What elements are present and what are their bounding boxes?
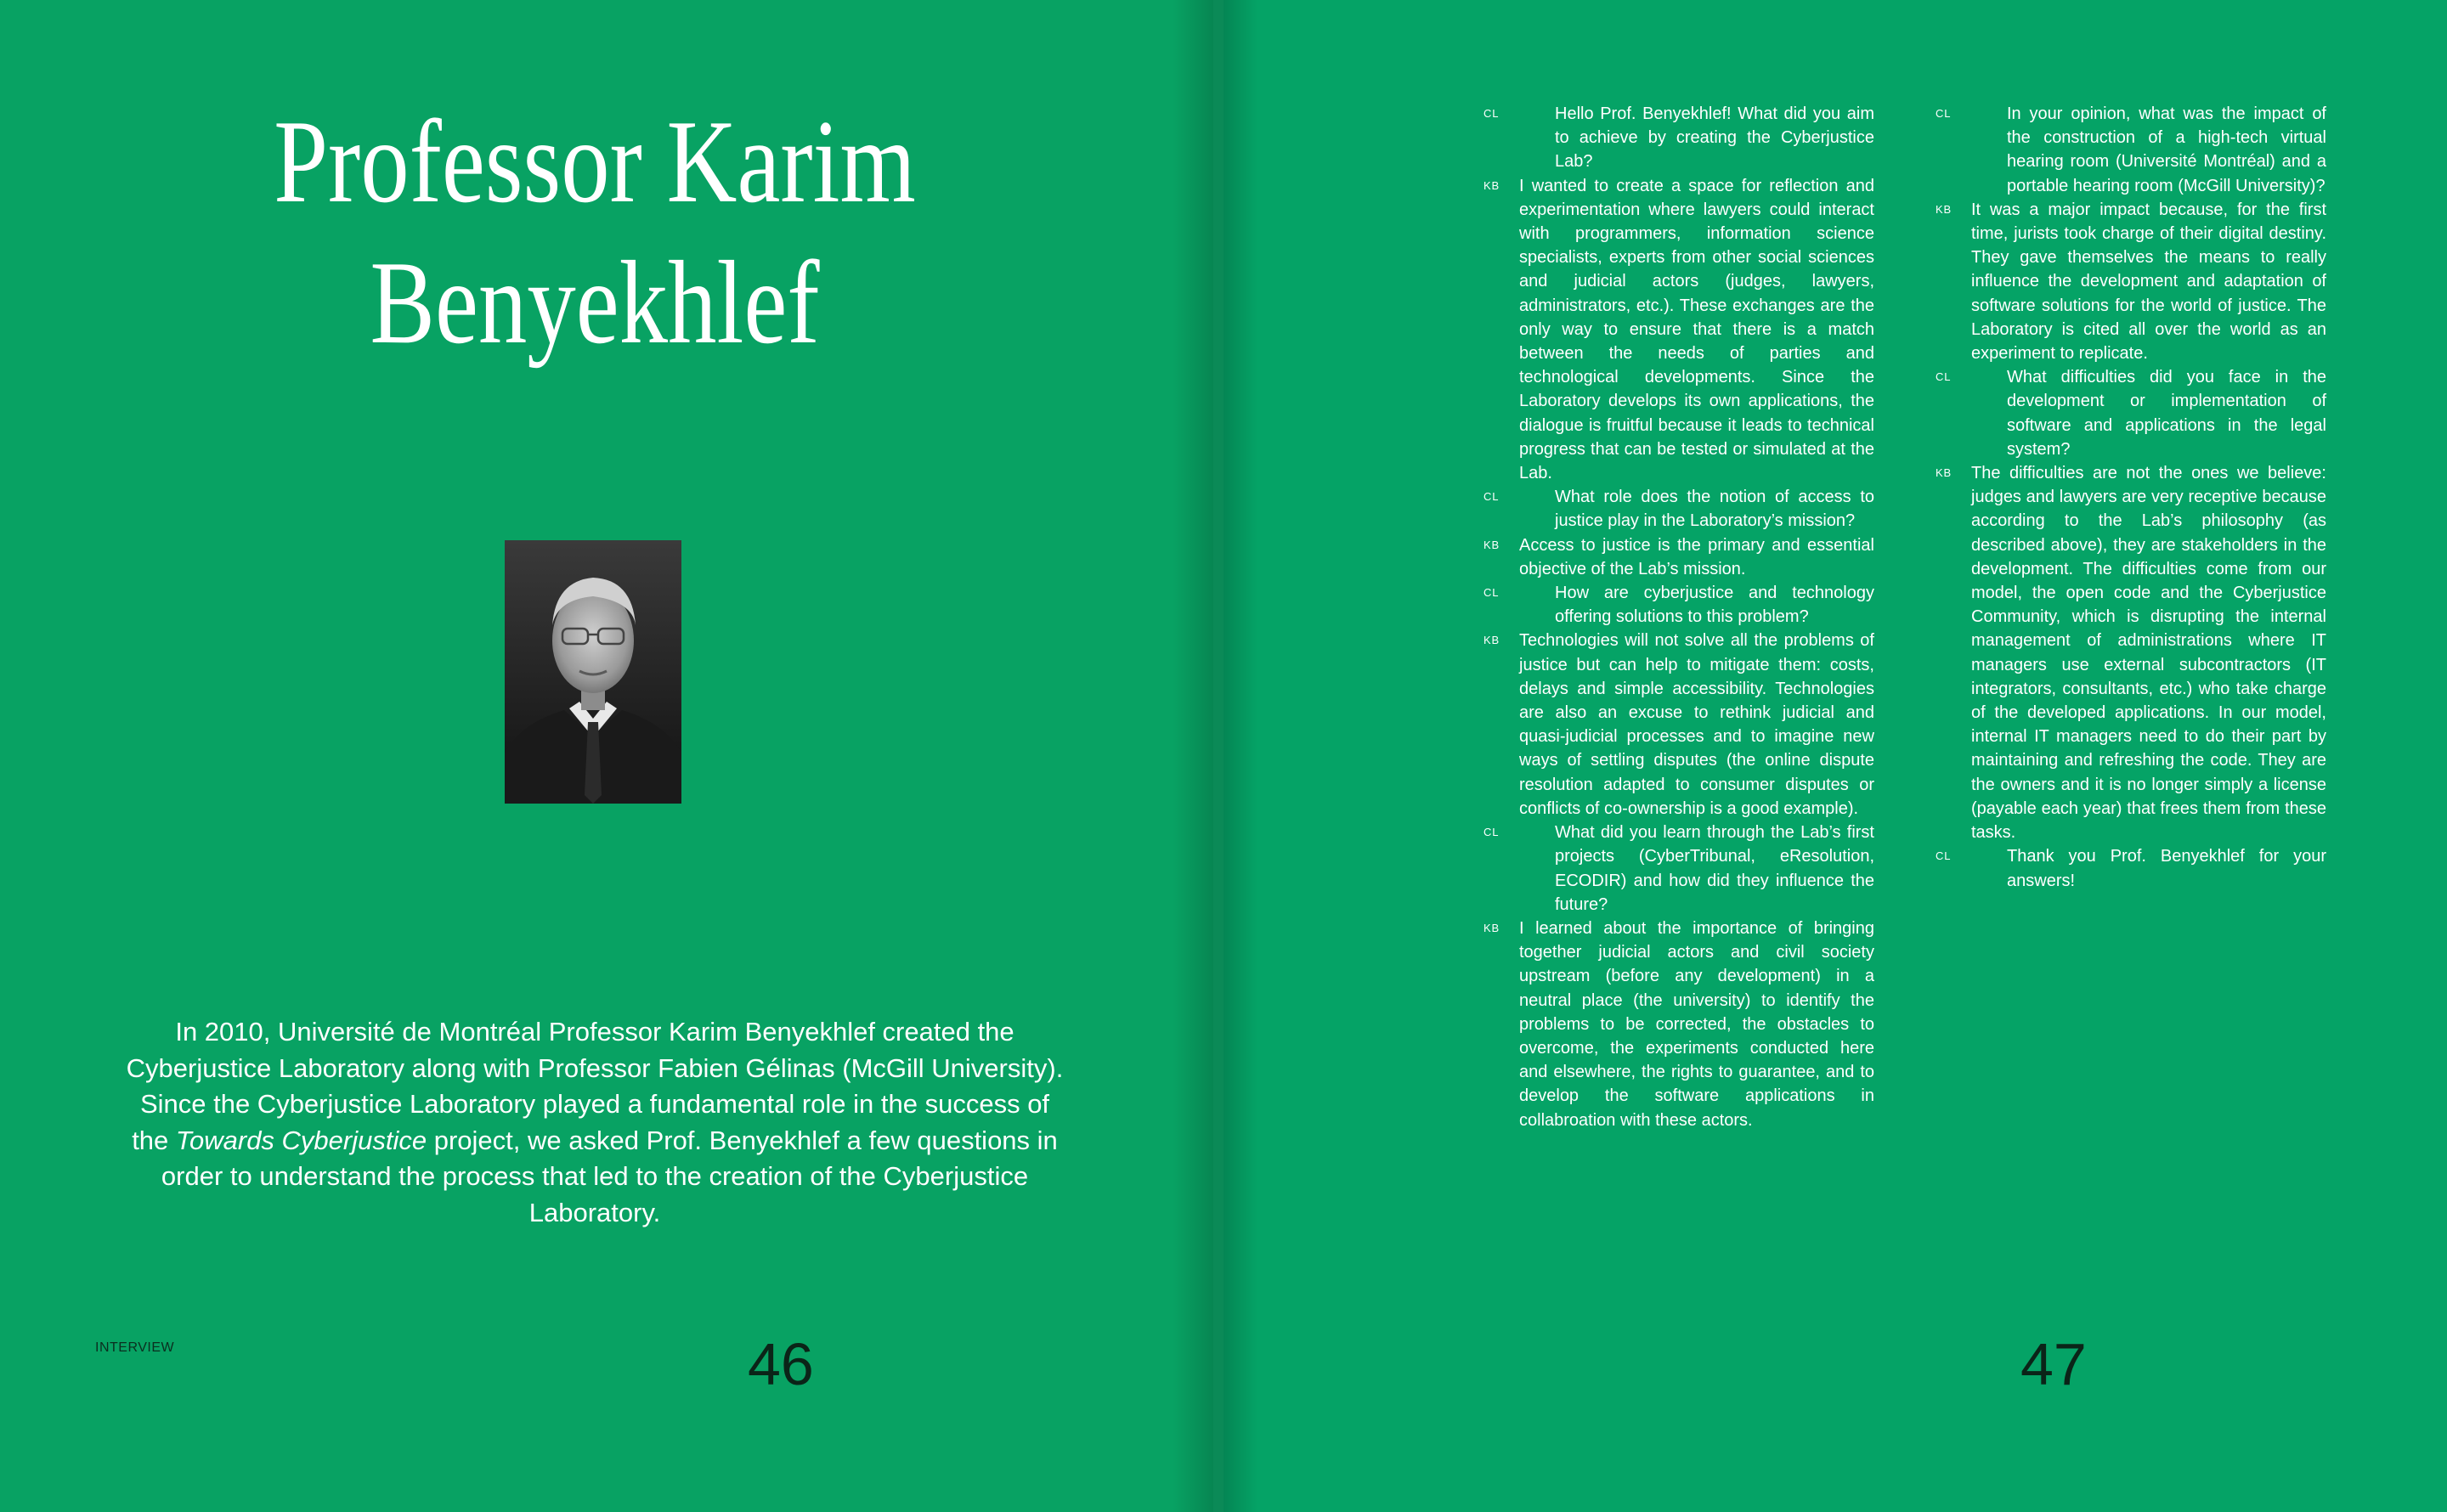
title-line-1: Professor Karim: [274, 96, 916, 228]
interview-column-1: [1483, 102, 1874, 1132]
page-title: [177, 92, 1013, 374]
interview-question: [1936, 102, 2326, 198]
section-label: INTERVIEW: [95, 1340, 175, 1355]
interview-answer: [1483, 917, 1874, 1132]
intro-paragraph: [119, 1014, 1071, 1231]
answer-text: The difficulties are not the ones we believe: judges and lawyers are very receptive because according to the Lab’s philosophy (as described above), they are stakeholders in the development. The difficulties come from our model, the open code and the Cyberjustice Community, which is disrupting the internal management of administrations where IT managers use external subcontractors (IT integrators, consultants, etc.) who take charge of the developed applications. In our model, internal IT managers need to do their part by maintaining and refreshing the code. They are the owners and it is no longer simply a license (payable each year) that frees them from these tasks.: [1971, 464, 2326, 843]
title-line-2: Benyekhlef: [370, 237, 820, 369]
interview-answer: [1483, 174, 1874, 486]
answer-text: Access to justice is the primary and essential objective of the Lab’s mission.: [1519, 535, 1874, 578]
speaker-label: KB: [1483, 921, 1500, 934]
speaker-label: CL: [1483, 826, 1500, 839]
intro-text-2: project, we asked Prof. Benyekhlef a few questions in order to understand the process that led to the creation of the Cyberjustice Laboratory.: [161, 1125, 1058, 1227]
page-number-left: 46: [748, 1331, 814, 1397]
question-text: Thank you Prof. Benyekhlef for your answers!: [2007, 847, 2326, 890]
question-text: What role does the notion of access to justice play in the Laboratory’s mission?: [1555, 488, 1874, 531]
interview-answer: [1483, 533, 1874, 581]
speaker-label: CL: [1936, 849, 1952, 863]
right-page: [1224, 0, 2447, 1512]
interview-question: [1483, 581, 1874, 629]
interview-question: [1936, 844, 2326, 892]
interview-question: [1936, 365, 2326, 461]
interview-column-2: [1936, 102, 2326, 893]
question-text: What did you learn through the Lab’s first projects (CyberTribunal, eResolution, ECODIR) and how did they influence the future?: [1555, 823, 1874, 914]
intro-project-name: Towards Cyberjustice: [175, 1125, 427, 1155]
question-text: What difficulties did you face in the development or implementation of software and applications in the legal system?: [2007, 368, 2326, 459]
page-number-right: 47: [2020, 1331, 2087, 1397]
interview-question: [1483, 485, 1874, 533]
answer-text: I learned about the importance of bringing together judicial actors and civil society upstream (before any development) in a neutral place (the university) to identify the problems to be corrected, the obstacles to overcome, the experiments conducted here and elsewhere, the rights to guarantee, and to develop the software applications in collabroation with these actors.: [1519, 918, 1874, 1130]
interview-answer: [1936, 198, 2326, 365]
interview-answer: [1483, 629, 1874, 821]
intro-text-1: In 2010, Université de Montréal Professor Karim Benyekhlef created the Cyberjustice Laboratory along with Professor Fabien Gélinas (McGill University). Since the Cyberjustice Laboratory played a fundamental role in the success of the: [126, 1017, 1064, 1155]
question-text: How are cyberjustice and technology offering solutions to this problem?: [1555, 584, 1874, 627]
speaker-label: CL: [1936, 107, 1952, 120]
answer-text: Technologies will not solve all the problems of justice but can help to mitigate them: costs, delays and simple accessibility. Technologies are also an excuse to rethink judicial and quasi-judicial processes and to imagine new ways of settling disputes (the online dispute resolution adapted to consumer disputes or conflicts of co-ownership is a good example).: [1519, 631, 1874, 818]
speaker-label: CL: [1483, 107, 1500, 120]
answer-text: I wanted to create a space for reflection and experimentation where lawyers could interact with programmers, information science specialists, experts from other social sciences and judicial actors (judges, lawyers, administrators, etc.). These exchanges are the only way to ensure that there is a match between the needs of parties and technological developments. Since the Laboratory develops its own applications, the dialogue is fruitful because it leads to technical progress that can be tested or simulated at the Lab.: [1519, 176, 1874, 483]
speaker-label: CL: [1936, 370, 1952, 384]
portrait-image: [505, 540, 681, 804]
gutter-shadow-right: [1224, 0, 1257, 1512]
interview-question: [1483, 821, 1874, 917]
speaker-label: KB: [1483, 178, 1500, 192]
interview-answer: [1936, 461, 2326, 844]
question-text: Hello Prof. Benyekhlef! What did you aim to achieve by creating the Cyberjustice Lab?: [1555, 104, 1874, 172]
speaker-label: KB: [1483, 634, 1500, 647]
speaker-label: KB: [1936, 466, 1952, 480]
speaker-label: KB: [1936, 202, 1952, 216]
speaker-label: KB: [1483, 538, 1500, 551]
portrait-photo: [505, 540, 681, 804]
answer-text: It was a major impact because, for the first time, jurists took charge of their digital destiny. They gave themselves the means to really influence the development and adaptation of software solutions for the world of justice. The Laboratory is cited all over the world as an experiment to replicate.: [1971, 200, 2326, 364]
interview-question: [1483, 102, 1874, 174]
speaker-label: CL: [1483, 490, 1500, 504]
speaker-label: CL: [1483, 586, 1500, 600]
left-page: [0, 0, 1213, 1512]
question-text: In your opinion, what was the impact of the construction of a high-tech virtual hearing room (Université Montréal) and a portable hearing room (McGill University)?: [2007, 104, 2326, 195]
